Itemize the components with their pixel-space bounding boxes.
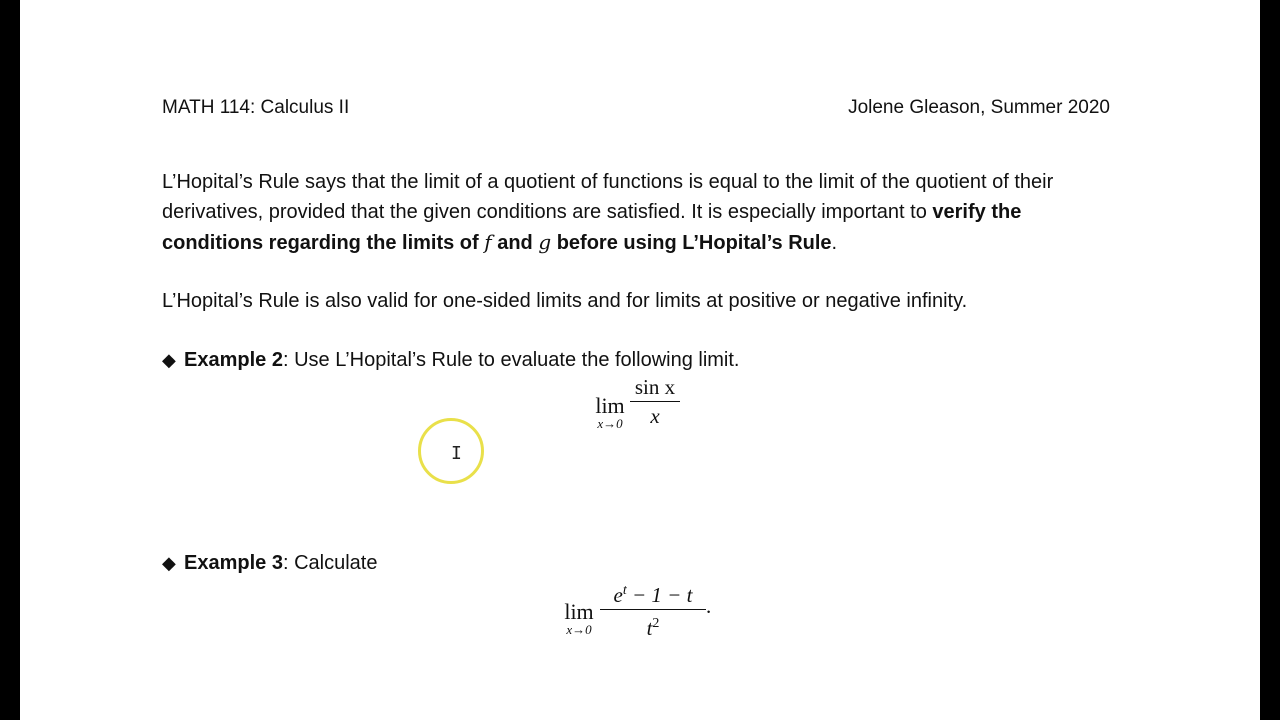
trailing-period: .: [706, 594, 712, 618]
fraction-bar: [630, 401, 680, 402]
denominator-base: t: [646, 616, 653, 640]
lim-word: lim: [564, 599, 594, 624]
one-sided-paragraph: L’Hopital’s Rule is also valid for one-sided limits and for limits at positive or negative infinity.: [162, 290, 968, 312]
fraction-denominator: [600, 611, 706, 641]
variable-f: f: [484, 230, 492, 254]
intro-text: L’Hopital’s Rule says that the limit of a quotient of functions is equal to the limit of the quotient of their derivatives, provided that the given conditions are satisfied. It is especially important to: [162, 171, 1054, 223]
diamond-bullet-icon: ◆: [162, 553, 176, 573]
emphasis-text-a: verify the conditions regarding the limits of: [162, 201, 1022, 254]
emphasis-and: and: [491, 232, 539, 254]
document-page: [20, 0, 1260, 720]
limit-operator: [561, 601, 597, 637]
intro-period: .: [831, 232, 838, 254]
text-cursor-icon: I: [451, 443, 462, 464]
example-3-heading: [162, 548, 377, 578]
numerator-rest: − 1 − t: [626, 583, 693, 607]
fraction-denominator: x: [650, 404, 660, 428]
fraction: [630, 374, 680, 429]
lim-word: lim: [595, 393, 625, 418]
example-3-label: Example 3: [184, 552, 283, 574]
fraction: [600, 578, 706, 641]
example-2-text: : Use L’Hopital’s Rule to evaluate the following limit.: [282, 349, 740, 371]
example-3-text: : Calculate: [282, 552, 378, 574]
fraction-bar: [600, 609, 706, 610]
numerator-exponent: t: [622, 583, 627, 598]
denominator-exponent: 2: [652, 616, 660, 631]
author-term: Jolene Gleason, Summer 2020: [848, 97, 1110, 118]
fraction-numerator: sin x: [634, 375, 676, 399]
limit-operator: [592, 395, 628, 431]
example-2-label: Example 2: [184, 349, 283, 371]
emphasis-text-b: before using L’Hopital’s Rule: [551, 232, 832, 254]
lim-subscript: x→0: [566, 622, 592, 637]
diamond-bullet-icon: ◆: [162, 350, 176, 370]
numerator-base: e: [613, 583, 623, 607]
variable-g: g: [538, 230, 552, 254]
lim-subscript: x→0: [597, 416, 623, 431]
lhopital-intro-paragraph: [162, 167, 1122, 258]
fraction-numerator: [600, 578, 706, 608]
course-title: MATH 114: Calculus II: [162, 97, 350, 118]
example-2-heading: [162, 345, 740, 375]
